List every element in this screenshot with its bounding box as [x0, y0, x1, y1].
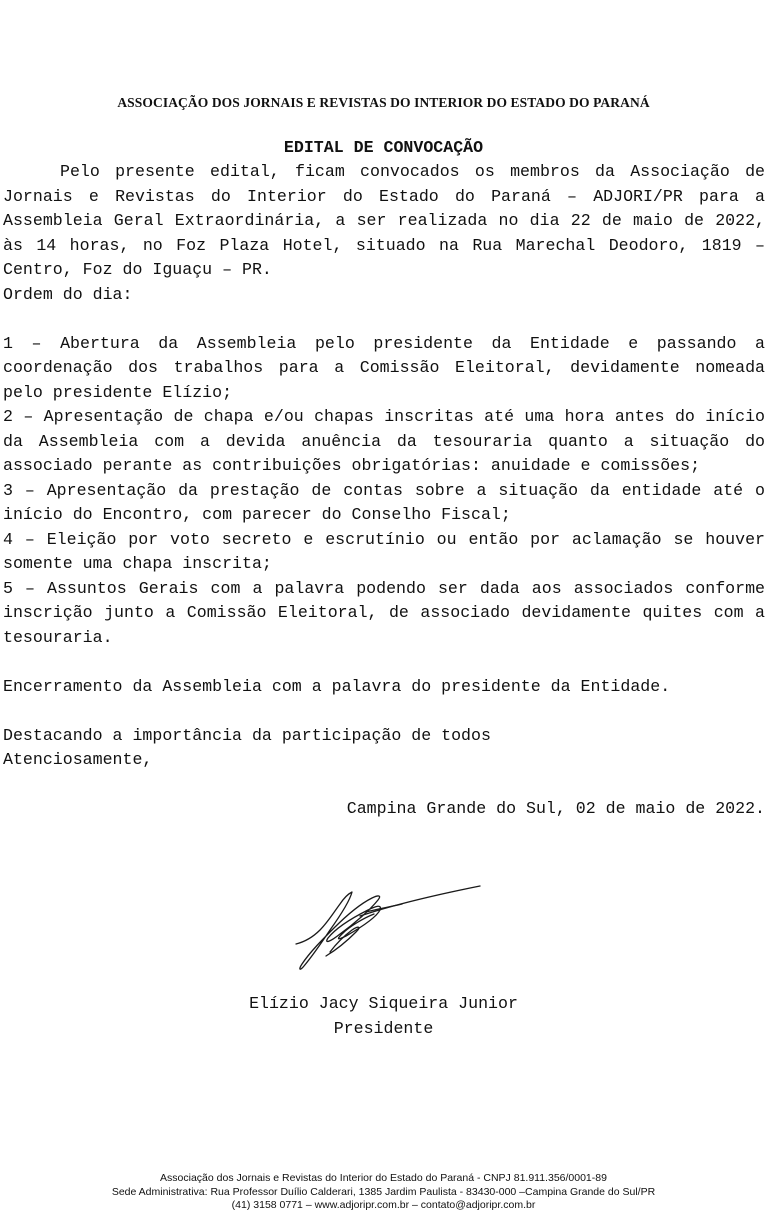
place-date: Campina Grande do Sul, 02 de maio de 2022. — [346, 799, 765, 818]
association-header: ASSOCIAÇÃO DOS JORNAIS E REVISTAS DO INTERIOR DO ESTADO DO PARANÁ — [117, 95, 650, 110]
signer-block — [0, 992, 767, 1041]
handwritten-signature — [290, 882, 485, 977]
spacer — [3, 650, 765, 675]
footer-line-2: Sede Administrativa: Rua Professor Duílio Calderari, 1385 Jardim Paulista - 83430-000 –Campina Grande do Sul/PR — [111, 1185, 656, 1198]
agenda-item-4: 4 – Eleição por voto secreto e escrutínio ou então por aclamação se houver somente uma chapa inscrita; — [3, 529, 765, 573]
regards-line: Atenciosamente, — [3, 750, 153, 769]
document-body — [3, 160, 765, 822]
document-heading: EDITAL DE CONVOCAÇÃO — [283, 138, 484, 157]
closing-paragraph: Encerramento da Assembleia com a palavra do presidente da Entidade. — [3, 676, 671, 696]
footer-line-3: (41) 3158 0771 – www.adjoripr.com.br – contato@adjoripr.com.br — [231, 1199, 536, 1211]
signer-name: Elízio Jacy Siqueira Junior — [249, 994, 518, 1013]
agenda-item-2: 2 – Apresentação de chapa e/ou chapas inscritas até uma hora antes do início da Assembleia com a devida anuência da tesouraria quanto a situação do associado perante as contribuições obrigatórias: anuidade e comissões; — [3, 407, 765, 475]
agenda-label: Ordem do dia: — [3, 284, 133, 304]
footer-line-1: Associação dos Jornais e Revistas do Interior do Estado do Paraná - CNPJ 81.911.356/0001-89 — [160, 1172, 607, 1184]
page-footer — [0, 1172, 767, 1213]
agenda-item-5: 5 – Assuntos Gerais com a palavra podendo ser dada aos associados conforme inscrição junto a Comissão Eleitoral, de associado devidamente quites com a tesouraria. — [3, 578, 765, 647]
agenda-item-1: 1 – Abertura da Assembleia pelo presidente da Entidade e passando a coordenação dos trabalhos para a Comissão Eleitoral, devidamente nomeada pelo presidente Elízio; — [3, 333, 765, 402]
spacer — [3, 773, 765, 798]
intro-paragraph: Pelo presente edital, ficam convocados os membros da Associação de Jornais e Revistas do Interior do Estado do Paraná – ADJORI/PR para a Assembleia Geral Extraordinária, a ser realizada no dia 22 de maio de 2022, às 14 horas, no Foz Plaza Hotel, situado na Rua Marechal Deodoro, 1819 – Centro, Foz do Iguaçu – PR. — [3, 162, 765, 279]
spacer — [3, 699, 765, 724]
agenda-item-3: 3 – Apresentação da prestação de contas sobre a situação da entidade até o início do Encontro, com parecer do Conselho Fiscal; — [3, 480, 765, 524]
emphasis-line: Destacando a importância da participação de todos — [3, 725, 491, 745]
signer-role: Presidente — [333, 1018, 434, 1038]
spacer — [3, 307, 765, 332]
